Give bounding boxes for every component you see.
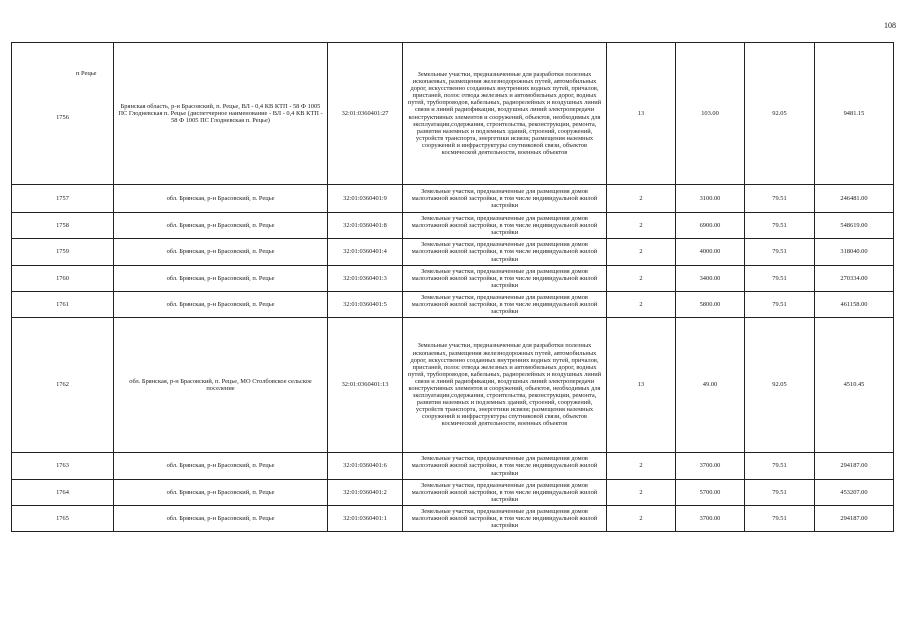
group-number-cell: 13 — [607, 318, 676, 453]
specific-value-cell: 79.51 — [745, 506, 815, 532]
cadastral-number-cell: 32:01:0360401:27 — [328, 43, 403, 185]
cadastral-number-cell: 32:01:0360401:5 — [328, 292, 403, 318]
cadastral-value-cell: 548619.00 — [815, 213, 894, 239]
table-row — [12, 43, 894, 185]
cadastral-value-cell: 453207.00 — [815, 480, 894, 506]
group-number-cell: 2 — [607, 453, 676, 480]
row-number: 1757 — [12, 185, 114, 213]
land-category-cell: Земельные участки, предназначенные для разработки полезных ископаемых, размещения железнодорожных путей, автомобильных дорог, искусственно созданных внутренних водных путей, причалов, пристаней, полос отвода железных и автомобильных дорог, водных путей, трубопроводов, кабельных, радиорелейных и воздушных линий связи и линий радиофикации, воздушных линий электропередачи конструктивных элементов и сооружений, объектов, необходимых для эксплуатации,содержания, строительства, реконструкции, ремонта, развития наземных и подземных зданий, строений, сооружений, устройств транспорта, энергетики исвязи; размещения наземных сооружений и инфраструктуры спутниковой связи, объектов космической деятельности, военных объектов — [403, 43, 607, 185]
group-number-cell: 2 — [607, 239, 676, 266]
cadastral-value-cell: 270334.00 — [815, 266, 894, 292]
specific-value-cell: 79.51 — [745, 213, 815, 239]
specific-value-cell: 79.51 — [745, 480, 815, 506]
specific-value-cell: 79.51 — [745, 266, 815, 292]
cadastral-value-cell: 294187.00 — [815, 506, 894, 532]
table-row — [12, 453, 894, 480]
address-cell: обл. Брянская, р-н Брасовский, п. Рецье — [114, 239, 328, 266]
row-number: 1762 — [12, 318, 114, 453]
table-row — [12, 318, 894, 453]
cadastral-value-cell: 4510.45 — [815, 318, 894, 453]
row-number: 1759 — [12, 239, 114, 266]
table-row — [12, 185, 894, 213]
address-cell: обл. Брянская, р-н Брасовский, п. Рецье — [114, 480, 328, 506]
cadastral-number-cell: 32:01:0360401:13 — [328, 318, 403, 453]
table-row — [12, 292, 894, 318]
group-number-cell: 2 — [607, 266, 676, 292]
cadastral-number-cell: 32:01:0360401:1 — [328, 506, 403, 532]
area-cell: 3700.00 — [676, 453, 745, 480]
area-cell: 3700.00 — [676, 506, 745, 532]
row-number: 1761 — [12, 292, 114, 318]
cadastral-number-cell: 32:01:0360401:3 — [328, 266, 403, 292]
address-cell: обл. Брянская, р-н Брасовский, п. Рецье — [114, 292, 328, 318]
area-cell: 5700.00 — [676, 480, 745, 506]
specific-value-cell: 92.05 — [745, 43, 815, 185]
address-cell: обл. Брянская, р-н Брасовский, п. Рецье — [114, 266, 328, 292]
area-cell: 3400.00 — [676, 266, 745, 292]
table-row — [12, 480, 894, 506]
specific-value-cell: 79.51 — [745, 292, 815, 318]
cadastral-value-cell: 294187.00 — [815, 453, 894, 480]
land-category-cell: Земельные участки, предназначенные для размещения домов малоэтажной жилой застройки, в том числе индивидуальной жилой застройки — [403, 480, 607, 506]
cadastral-value-cell: 246481.00 — [815, 185, 894, 213]
cadastral-number-cell: 32:01:0360401:8 — [328, 213, 403, 239]
row-number: 1758 — [12, 213, 114, 239]
table-row — [12, 266, 894, 292]
group-number-cell: 2 — [607, 506, 676, 532]
group-number-cell: 2 — [607, 213, 676, 239]
land-registry-table — [11, 42, 894, 532]
page-number: 108 — [884, 21, 896, 30]
land-category-cell: Земельные участки, предназначенные для размещения домов малоэтажной жилой застройки, в том числе индивидуальной жилой застройки — [403, 292, 607, 318]
specific-value-cell: 79.51 — [745, 239, 815, 266]
cadastral-value-cell: 9481.15 — [815, 43, 894, 185]
group-number-cell: 2 — [607, 185, 676, 213]
group-number-cell: 2 — [607, 480, 676, 506]
cadastral-number-cell: 32:01:0360401:2 — [328, 480, 403, 506]
area-cell: 4000.00 — [676, 239, 745, 266]
row-number: 1765 — [12, 506, 114, 532]
cadastral-value-cell: 461158.00 — [815, 292, 894, 318]
table-row — [12, 506, 894, 532]
land-category-cell: Земельные участки, предназначенные для размещения домов малоэтажной жилой застройки, в том числе индивидуальной жилой застройки — [403, 266, 607, 292]
address-cell: обл. Брянская, р-н Брасовский, п. Рецье — [114, 185, 328, 213]
continuation-text: п Рецье — [76, 70, 97, 78]
land-category-cell: Земельные участки, предназначенные для размещения домов малоэтажной жилой застройки, в том числе индивидуальной жилой застройки — [403, 185, 607, 213]
row-number: 1760 — [12, 266, 114, 292]
table-row — [12, 239, 894, 266]
address-cell: обл. Брянская, р-н Брасовский, п. Рецье — [114, 506, 328, 532]
table-body — [12, 43, 894, 532]
area-cell: 103.00 — [676, 43, 745, 185]
address-cell: обл. Брянская, р-н Брасовский, п. Рецье — [114, 453, 328, 480]
specific-value-cell: 79.51 — [745, 185, 815, 213]
cadastral-number-cell: 32:01:0360401:6 — [328, 453, 403, 480]
land-category-cell: Земельные участки, предназначенные для размещения домов малоэтажной жилой застройки, в том числе индивидуальной жилой застройки — [403, 239, 607, 266]
address-cell: Брянская область, р-н Брасовский, п. Рецье, ВЛ - 0,4 КВ КТП - 58 Ф 1005 ПС Глодневская п. Рецье (диспетчерное наименование - ВЛ - 0,4 КВ КТП - 58 Ф 1005 ПС Глодневская п. Рецье) — [114, 43, 328, 185]
specific-value-cell: 79.51 — [745, 453, 815, 480]
table-row — [12, 213, 894, 239]
row-number-text: 1756 — [56, 113, 69, 121]
land-category-cell: Земельные участки, предназначенные для размещения домов малоэтажной жилой застройки, в том числе индивидуальной жилой застройки — [403, 213, 607, 239]
area-cell: 5800.00 — [676, 292, 745, 318]
group-number-cell: 13 — [607, 43, 676, 185]
land-category-cell: Земельные участки, предназначенные для размещения домов малоэтажной жилой застройки, в том числе индивидуальной жилой застройки — [403, 453, 607, 480]
address-cell: обл. Брянская, р-н Брасовский, п. Рецье, МО Столбовское сельское поселение — [114, 318, 328, 453]
cadastral-number-cell: 32:01:0360401:4 — [328, 239, 403, 266]
land-category-cell: Земельные участки, предназначенные для разработки полезных ископаемых, размещения железнодорожных путей, автомобильных дорог, искусственно созданных внутренних водных путей, причалов, пристаней, полос отвода железных и автомобильных дорог, водных путей, трубопроводов, кабельных, радиорелейных и воздушных линий связи и линий радиофикации, воздушных линий электропередачи конструктивных элементов и сооружений, объектов, необходимых для эксплуатации,содержания, строительства, реконструкции, ремонта, развития наземных и подземных зданий, строений, сооружений, устройств транспорта, энергетики исвязи; размещения наземных сооружений и инфраструктуры спутниковой связи, объектов космической деятельности, военных объектов — [403, 318, 607, 453]
area-cell: 6900.00 — [676, 213, 745, 239]
row-number: 1764 — [12, 480, 114, 506]
area-cell: 49.00 — [676, 318, 745, 453]
row-number — [12, 43, 114, 185]
address-cell: обл. Брянская, р-н Брасовский, п. Рецье — [114, 213, 328, 239]
cadastral-value-cell: 318040.00 — [815, 239, 894, 266]
row-number: 1763 — [12, 453, 114, 480]
area-cell: 3100.00 — [676, 185, 745, 213]
cadastral-number-cell: 32:01:0360401:9 — [328, 185, 403, 213]
land-category-cell: Земельные участки, предназначенные для размещения домов малоэтажной жилой застройки, в том числе индивидуальной жилой застройки — [403, 506, 607, 532]
group-number-cell: 2 — [607, 292, 676, 318]
specific-value-cell: 92.05 — [745, 318, 815, 453]
